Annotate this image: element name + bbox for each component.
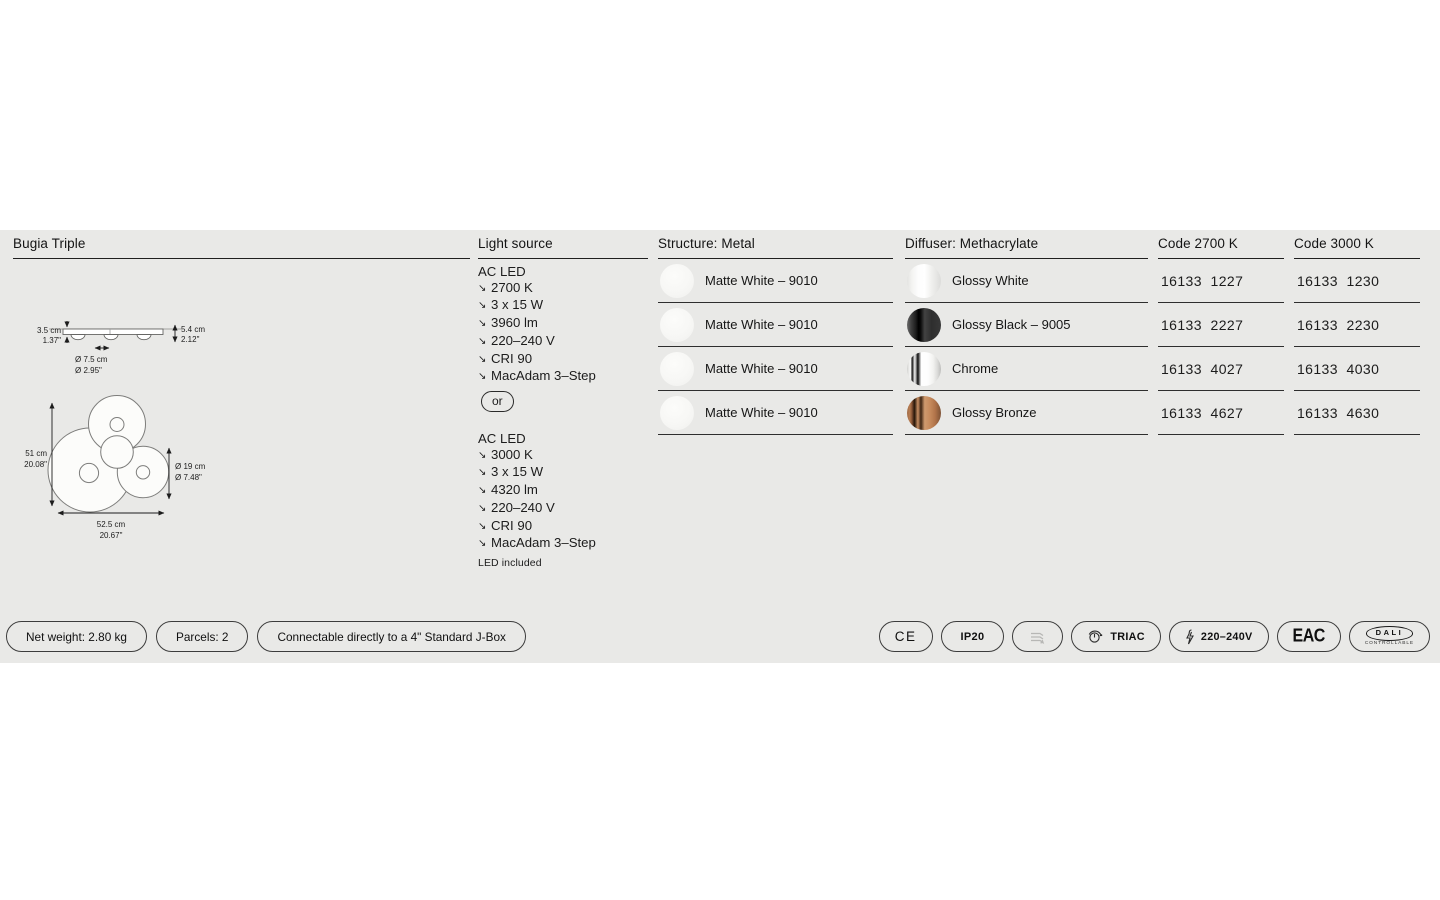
spec-arrow-icon: ↘ — [478, 282, 487, 294]
code-2700-header: Code 2700 K — [1158, 236, 1284, 259]
ip20-badge — [941, 621, 1005, 652]
eac-mark: EAC — [1292, 626, 1325, 646]
finish-label: Matte White – 9010 — [705, 317, 818, 332]
spec-arrow-icon: ↘ — [478, 467, 487, 479]
code-3000-rows — [1294, 259, 1420, 435]
finish-label: Chrome — [952, 361, 999, 376]
spec-value: 3960 lm — [491, 315, 538, 331]
diffuser-row — [905, 303, 1148, 347]
product-code: 16133 1227 — [1161, 272, 1244, 289]
code-row — [1294, 259, 1420, 303]
diffuser-row — [905, 347, 1148, 391]
svg-text:Ø 2.95": Ø 2.95" — [75, 366, 102, 375]
diffuser-row — [905, 391, 1148, 435]
side-view-drawing — [15, 317, 225, 381]
product-code: 16133 1230 — [1297, 272, 1380, 289]
spec-arrow-icon: ↘ — [478, 318, 487, 330]
finish-label: Matte White – 9010 — [705, 273, 818, 288]
structure-rows — [658, 259, 893, 435]
disc-profile — [71, 335, 85, 340]
matte-white-swatch — [660, 264, 694, 298]
spec-arrow-icon: ↘ — [478, 502, 487, 514]
svg-text:1.37": 1.37" — [42, 336, 61, 345]
voltage-badge — [1169, 621, 1269, 652]
glossy-bronze-swatch — [907, 396, 941, 430]
disc-profile — [104, 335, 118, 340]
svg-text:Ø 7.48": Ø 7.48" — [175, 473, 202, 482]
product-code: 16133 4030 — [1297, 360, 1380, 377]
svg-text:Ø 19 cm: Ø 19 cm — [175, 462, 206, 471]
code-2700-rows — [1158, 259, 1284, 435]
structure-row — [658, 391, 893, 435]
light-source-block-3000 — [478, 431, 596, 553]
light-source-header: Light source — [478, 236, 648, 259]
triac-badge — [1071, 621, 1161, 652]
net-weight-badge: Net weight: 2.80 kg — [6, 621, 147, 652]
spec-value: 3 x 15 W — [491, 464, 544, 480]
structure-row — [658, 259, 893, 303]
code-row — [1294, 303, 1420, 347]
svg-text:5.4 cm: 5.4 cm — [181, 325, 206, 334]
code-row — [1158, 347, 1284, 391]
code-row — [1158, 259, 1284, 303]
structure-row — [658, 303, 893, 347]
spec-value: 3 x 15 W — [491, 297, 544, 313]
glossy-white-swatch — [907, 264, 941, 298]
lightning-icon — [1185, 629, 1195, 645]
spec-value: 2700 K — [491, 279, 533, 295]
svg-text:51 cm: 51 cm — [25, 449, 47, 458]
svg-text:52.5 cm: 52.5 cm — [96, 520, 126, 529]
footer-badges-right — [879, 621, 1430, 652]
product-title: Bugia Triple — [13, 236, 470, 259]
matte-white-swatch — [660, 352, 694, 386]
light-source-block-2700 — [478, 264, 596, 386]
spec-arrow-icon: ↘ — [478, 371, 487, 383]
code-row — [1294, 347, 1420, 391]
product-code: 16133 2230 — [1297, 316, 1380, 333]
ip-rating: IP20 — [960, 630, 985, 643]
matte-white-swatch — [660, 308, 694, 342]
spec-arrow-icon: ↘ — [478, 538, 487, 550]
spec-arrow-icon: ↘ — [478, 335, 487, 347]
spec-value: 4320 lm — [491, 482, 538, 498]
spec-value: CRI 90 — [491, 517, 533, 533]
stacked-sheets-icon — [1028, 628, 1047, 645]
structure-header: Structure: Metal — [658, 236, 893, 259]
spec-value: MacAdam 3–Step — [491, 535, 596, 551]
ce-badge — [879, 621, 933, 652]
spec-arrow-icon: ↘ — [478, 449, 487, 461]
front-view-drawing — [15, 393, 225, 545]
spec-arrow-icon: ↘ — [478, 520, 487, 532]
finish-label: Matte White – 9010 — [705, 405, 818, 420]
led-included-note: LED included — [478, 557, 542, 569]
finish-label: Glossy Bronze — [952, 405, 1037, 420]
voltage-label: 220–240V — [1200, 630, 1253, 643]
canopy-plate — [63, 329, 163, 335]
spec-value: MacAdam 3–Step — [491, 368, 596, 384]
footer-badges-left — [6, 621, 526, 652]
spec-arrow-icon: ↘ — [478, 353, 487, 365]
finish-label: Glossy White — [952, 273, 1029, 288]
code-row — [1158, 303, 1284, 347]
chrome-swatch — [907, 352, 941, 386]
eac-badge — [1277, 621, 1341, 652]
svg-text:3.5 cm: 3.5 cm — [36, 326, 61, 335]
svg-text:20.08": 20.08" — [24, 460, 47, 469]
spec-value: CRI 90 — [491, 350, 533, 366]
spec-value: 220–240 V — [491, 499, 555, 515]
spec-value: 3000 K — [491, 446, 533, 462]
product-code: 16133 2227 — [1161, 316, 1244, 333]
jbox-badge: Connectable directly to a 4" Standard J-Box — [257, 621, 525, 652]
spec-arrow-icon: ↘ — [478, 300, 487, 312]
triac-label: TRIAC — [1110, 630, 1145, 643]
svg-text:2.12": 2.12" — [181, 335, 200, 344]
product-code: 16133 4630 — [1297, 404, 1380, 421]
ce-mark: CE — [894, 629, 917, 644]
parcels-badge: Parcels: 2 — [156, 621, 248, 652]
spec-arrow-icon: ↘ — [478, 485, 487, 497]
diffuser-row — [905, 259, 1148, 303]
svg-text:Ø 7.5 cm: Ø 7.5 cm — [75, 355, 108, 364]
center-disc — [101, 436, 134, 469]
glossy-black-swatch — [907, 308, 941, 342]
diffuser-rows — [905, 259, 1148, 435]
code-row — [1294, 391, 1420, 435]
diffuser-header: Diffuser: Methacrylate — [905, 236, 1148, 259]
matte-white-swatch — [660, 396, 694, 430]
dimmer-icon — [1087, 629, 1104, 644]
dali-badge — [1349, 621, 1430, 652]
dali-sublabel: CONTROLLABLE — [1364, 641, 1414, 647]
dali-label: DALI — [1366, 626, 1414, 641]
code-row — [1158, 391, 1284, 435]
finish-label: Glossy Black – 9005 — [952, 317, 1071, 332]
mounting-badge — [1012, 621, 1063, 652]
code-3000-header: Code 3000 K — [1294, 236, 1420, 259]
structure-row — [658, 347, 893, 391]
dali-logo — [1365, 626, 1414, 647]
product-code: 16133 4027 — [1161, 360, 1244, 377]
finish-label: Matte White – 9010 — [705, 361, 818, 376]
product-code: 16133 4627 — [1161, 404, 1244, 421]
spec-value: 220–240 V — [491, 332, 555, 348]
or-separator: or — [481, 391, 514, 412]
led-title: AC LED — [478, 264, 526, 279]
svg-text:20.67": 20.67" — [99, 531, 123, 540]
disc-profile — [137, 335, 151, 340]
led-title: AC LED — [478, 431, 526, 446]
